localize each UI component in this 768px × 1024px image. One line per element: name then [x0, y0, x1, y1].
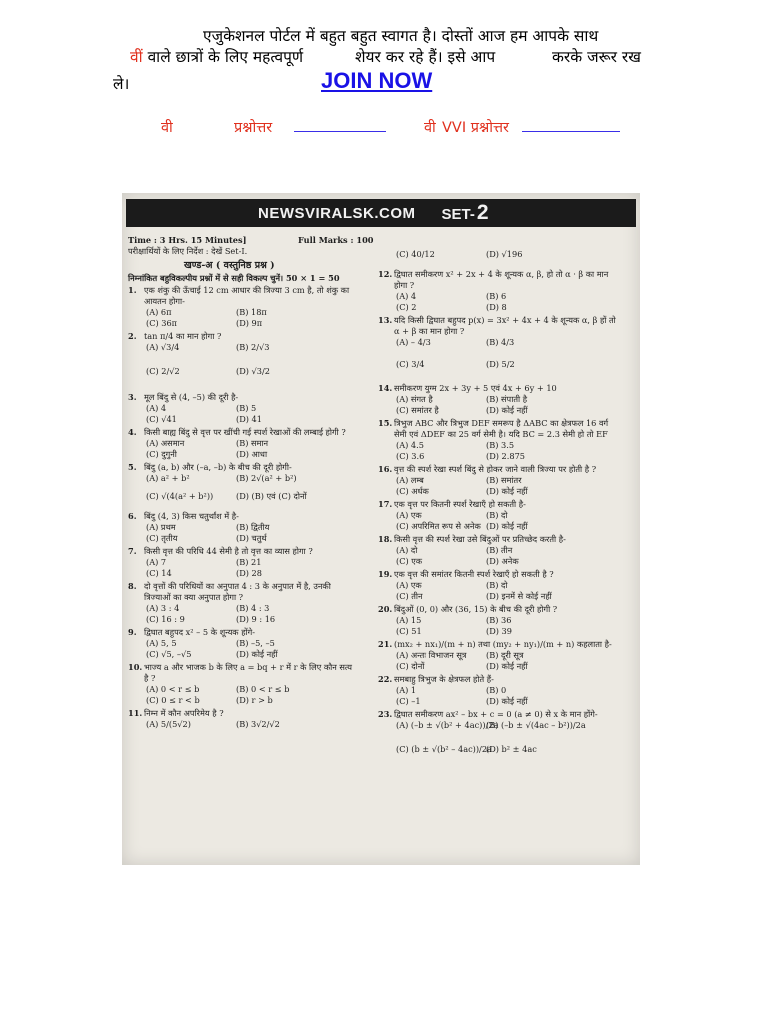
question-number: 18. — [378, 534, 393, 544]
option-d: (D) (B) एवं (C) दोनों — [236, 491, 307, 501]
question-number: 4. — [128, 427, 137, 437]
option-d: (D) अनेक — [486, 556, 519, 566]
option-b: (B) –5, –5 — [236, 638, 275, 648]
option-b: (B) 3√2/√2 — [236, 719, 280, 729]
option-c: (C) √(4(a² + b²)) — [146, 491, 214, 501]
question-text: किसी बाह्य बिंदु से वृत्त पर खींची गई स्पर्श रेखाओं की लम्बाई होगी ? — [144, 427, 346, 437]
option-a: (A) – 4/3 — [396, 337, 431, 347]
option-d: (D) इनमें से कोई नहीं — [486, 591, 552, 601]
option-a: (A) 7 — [146, 557, 167, 567]
option-c: (C) √41 — [146, 414, 177, 424]
option-d: (D) चतुर्थ — [236, 533, 267, 543]
question-number: 23. — [378, 709, 393, 719]
option-d: (D) कोई नहीं — [486, 486, 528, 496]
option-a: (A) असमान — [146, 438, 185, 448]
option-d: (D) 5/2 — [486, 359, 515, 369]
option-c: (C) –1 — [396, 696, 421, 706]
option-b: (B) (–b ± √(4ac – b²))/2a — [486, 720, 586, 730]
right-top-option-c: (C) 40/12 — [396, 249, 435, 259]
option-a: (A) प्रथम — [146, 522, 176, 532]
option-a: (A) (–b ± √(b² + 4ac))/2a — [396, 720, 499, 730]
question-text: समबाहु त्रिभुज के क्षेत्रफल होते हैं- — [394, 674, 494, 684]
option-c: (C) 2/√2 — [146, 366, 180, 376]
option-a: (A) 4 — [146, 403, 167, 413]
option-c: (C) दोनों — [396, 661, 425, 671]
question-text: मूल बिंदु से (4, –5) की दूरी है- — [144, 392, 239, 402]
option-a: (A) √3/4 — [146, 342, 180, 352]
question-text-cont: त्रिज्याओं का क्या अनुपात होगा ? — [144, 592, 244, 602]
question-number: 6. — [128, 511, 137, 521]
option-c: (C) तृतीय — [146, 533, 178, 543]
option-b: (B) संपाती है — [486, 394, 528, 404]
section-title: खण्ड-अ ( वस्तुनिष्ठ प्रश्न ) — [184, 260, 275, 271]
option-b: (B) 2√(a² + b²) — [236, 473, 297, 483]
link2-prefix: वी — [424, 120, 436, 136]
question-text-cont: आयतन होगा- — [144, 296, 185, 306]
question-text-cont: α + β का मान होगा ? — [394, 326, 465, 336]
option-b: (B) 5 — [236, 403, 257, 413]
option-b: (B) 6 — [486, 291, 507, 301]
option-b: (B) 3.5 — [486, 440, 515, 450]
option-d: (D) कोई नहीं — [486, 696, 528, 706]
question-number: 3. — [128, 392, 137, 402]
question-text: बिंदु (4, 3) किस चतुर्थांश में है- — [144, 511, 239, 521]
option-c: (C) अर्धक — [396, 486, 429, 496]
option-d: (D) √3/2 — [236, 366, 270, 376]
option-c: (C) 3.6 — [396, 451, 425, 461]
option-c: (C) 0 ≤ r < b — [146, 695, 200, 705]
option-b: (B) दो — [486, 510, 508, 520]
question-number: 7. — [128, 546, 137, 556]
option-d: (D) 9 : 16 — [236, 614, 276, 624]
option-c: (C) अपरिमित रूप से अनेक — [396, 521, 481, 531]
question-text: निम्न में कौन अपरिमेय है ? — [144, 708, 224, 718]
question-text: एक शंकु की ऊँचाई 12 cm आधार की त्रिज्या 3 cm है, तो शंकु का — [144, 285, 350, 295]
option-d: (D) 9π — [236, 318, 263, 328]
link2-underline[interactable] — [522, 131, 620, 132]
option-b: (B) 4/3 — [486, 337, 515, 347]
option-a: (A) लम्ब — [396, 475, 424, 485]
question-text-cont: है ? — [144, 673, 156, 683]
option-c: (C) 16 : 9 — [146, 614, 185, 624]
option-d: (D) 39 — [486, 626, 512, 636]
question-number: 5. — [128, 462, 137, 472]
option-a: (A) 3 : 4 — [146, 603, 180, 613]
option-b: (B) 21 — [236, 557, 262, 567]
question-text: tan π/4 का मान होगा ? — [144, 331, 222, 341]
set-label: SET- — [441, 206, 475, 223]
option-a: (A) 15 — [396, 615, 422, 625]
option-a: (A) 1 — [396, 685, 417, 695]
link2-label: VVI प्रश्नोत्तर — [442, 120, 509, 136]
question-number: 2. — [128, 331, 137, 341]
intro-line-2 — [130, 45, 303, 67]
option-d: (D) आधा — [236, 449, 268, 459]
option-c: (C) 3/4 — [396, 359, 425, 369]
intro-line-3: ले। — [113, 75, 130, 93]
option-d: (D) कोई नहीं — [486, 521, 528, 531]
question-text: द्विघात समीकरण x² + 2x + 4 के शून्यक α, β, हो तो α · β का मान — [394, 269, 609, 279]
intro-line-2-mid: शेयर कर रहे हैं। इसे आप — [355, 48, 496, 66]
paper-banner — [126, 199, 636, 227]
option-c: (C) तीन — [396, 591, 423, 601]
question-number: 13. — [378, 315, 393, 325]
option-c: (C) √5, –√5 — [146, 649, 192, 659]
question-number: 20. — [378, 604, 393, 614]
right-top-option-d: (D) √196 — [486, 249, 523, 259]
question-text: भाज्य a और भाजक b के लिए a = bq + r में r के लिए कौन सत्य — [144, 662, 353, 672]
question-text: बिंदुओं (0, 0) और (36, 15) के बीच की दूरी होगी ? — [394, 604, 558, 614]
option-d: (D) 28 — [236, 568, 262, 578]
question-text: समीकरण युग्म 2x + 3y + 5 एवं 4x + 6y + 10 — [394, 383, 557, 393]
option-d: (D) कोई नहीं — [486, 405, 528, 415]
option-b: (B) 0 < r ≤ b — [236, 684, 290, 694]
option-b: (B) समान — [236, 438, 269, 448]
option-c: (C) 14 — [146, 568, 172, 578]
question-text: एक वृत्त की समांतर कितनी स्पर्श रेखाएँ हो सकती है ? — [394, 569, 554, 579]
question-text: द्विघात समीकरण ax² – bx + c = 0 (a ≠ 0) से x के मान होंगे- — [394, 709, 598, 719]
option-c: (C) 36π — [146, 318, 178, 328]
intro-class-red: वीं — [130, 48, 143, 66]
option-b: (B) द्वितीय — [236, 522, 270, 532]
option-c: (C) 51 — [396, 626, 422, 636]
option-b: (B) 36 — [486, 615, 512, 625]
option-a: (A) एक — [396, 510, 422, 520]
question-number: 12. — [378, 269, 393, 279]
option-c: (C) (b ± √(b² – 4ac))/2a — [396, 744, 492, 754]
question-number: 22. — [378, 674, 393, 684]
option-a: (A) 4.5 — [396, 440, 424, 450]
option-d: (D) कोई नहीं — [236, 649, 278, 659]
question-number: 10. — [128, 662, 143, 672]
question-number: 15. — [378, 418, 393, 428]
question-number: 14. — [378, 383, 393, 393]
banner-set — [442, 201, 489, 225]
banner-site: NEWSVIRALSK.COM — [258, 204, 416, 222]
option-b: (B) 4 : 3 — [236, 603, 270, 613]
option-c: (C) 2 — [396, 302, 417, 312]
link1-label: प्रश्नोत्तर — [234, 120, 273, 136]
option-b: (B) 0 — [486, 685, 507, 695]
option-a: (A) संगत है — [396, 394, 433, 404]
option-b: (B) दो — [486, 580, 508, 590]
option-c: (C) दुगुनी — [146, 449, 177, 459]
option-a: (A) एक — [396, 580, 422, 590]
instruction: परीक्षार्थियों के लिए निर्देश : देखें Set-I. — [128, 246, 248, 256]
option-a: (A) 5, 5 — [146, 638, 177, 648]
question-text-cont: सेमी एवं ΔDEF का 25 वर्ग सेमी है। यदि BC = 2.3 सेमी हो तो EF — [394, 429, 608, 439]
option-d: (D) कोई नहीं — [486, 661, 528, 671]
option-b: (B) तीन — [486, 545, 513, 555]
question-text: (mx₂ + nx₁)/(m + n) तथा (my₂ + ny₁)/(m + n) कहलाता है- — [394, 639, 612, 649]
option-d: (D) r > b — [236, 695, 273, 705]
option-d: (D) 41 — [236, 414, 262, 424]
question-text: किसी वृत्त की स्पर्श रेखा उसे बिंदुओं पर प्रतिच्छेद करती है- — [394, 534, 566, 544]
option-c: (C) एक — [396, 556, 423, 566]
question-number: 16. — [378, 464, 393, 474]
link1-prefix: वी — [161, 120, 173, 136]
question-paper-scan — [122, 193, 640, 865]
option-b: (B) दूरी सूत्र — [486, 650, 524, 660]
question-number: 21. — [378, 639, 393, 649]
option-c: (C) समांतर है — [396, 405, 439, 415]
option-a: (A) दो — [396, 545, 418, 555]
option-a: (A) 6π — [146, 307, 172, 317]
question-text: यदि किसी द्विघात बहुपद p(x) = 3x² + 4x + 4 के शून्यक α, β हों तो — [394, 315, 616, 325]
option-d: (D) b² ± 4ac — [486, 744, 537, 754]
option-a: (A) 4 — [396, 291, 417, 301]
option-a: (A) a² + b² — [146, 473, 190, 483]
question-text: द्विघात बहुपद x² – 5 के शून्यक होंगे- — [144, 627, 256, 637]
question-text: एक वृत्त पर कितनी स्पर्श रेखाएँ हो सकती है- — [394, 499, 526, 509]
intro-line-2-end: करके जरूर रख — [552, 48, 641, 66]
marks-label: Full Marks : 100 — [298, 235, 374, 245]
question-text: किसी वृत्त की परिधि 44 सेमी है तो वृत्त का व्यास होगा ? — [144, 546, 313, 556]
link1-underline[interactable] — [294, 131, 386, 132]
option-d: (D) 8 — [486, 302, 507, 312]
question-text-cont: होगा ? — [394, 280, 415, 290]
intro-line-2-text: वाले छात्रों के लिए महत्वपूर्ण — [142, 48, 304, 66]
question-text: वृत्त की स्पर्श रेखा स्पर्श बिंदु से होकर जाने वाली त्रिज्या पर होती है ? — [394, 464, 597, 474]
question-number: 19. — [378, 569, 393, 579]
option-b: (B) 2/√3 — [236, 342, 270, 352]
question-text: दो वृत्तों की परिधियों का अनुपात 4 : 3 के अनुपात में है, उनकी — [144, 581, 331, 591]
question-text: त्रिभुज ABC और त्रिभुज DEF समरूप है ΔABC का क्षेत्रफल 16 वर्ग — [394, 418, 609, 428]
question-number: 11. — [128, 708, 143, 718]
option-b: (B) समांतर — [486, 475, 522, 485]
question-number: 1. — [128, 285, 137, 295]
option-d: (D) 2.875 — [486, 451, 525, 461]
question-number: 17. — [378, 499, 393, 509]
directive: निम्नांकित बहुविकल्पीय प्रश्नों में से सही विकल्प चुनें। 50 × 1 = 50 — [128, 273, 340, 283]
join-now-link[interactable]: JOIN NOW — [321, 68, 433, 93]
time-label: Time : 3 Hrs. 15 Minutes] — [128, 235, 247, 245]
question-text: बिंदु (a, b) और (–a, –b) के बीच की दूरी होगी- — [144, 462, 292, 472]
set-number: 2 — [476, 201, 489, 224]
option-a: (A) 0 < r ≤ b — [146, 684, 200, 694]
option-a: (A) 5/(5√2) — [146, 719, 191, 729]
question-number: 8. — [128, 581, 137, 591]
option-a: (A) अन्तः विभाजन सूत्र — [396, 650, 467, 660]
option-b: (B) 18π — [236, 307, 267, 317]
question-number: 9. — [128, 627, 137, 637]
intro-line-1: एजुकेशनल पोर्टल में बहुत बहुत स्वागत है। दोस्तों आज हम आपके साथ — [203, 27, 599, 45]
